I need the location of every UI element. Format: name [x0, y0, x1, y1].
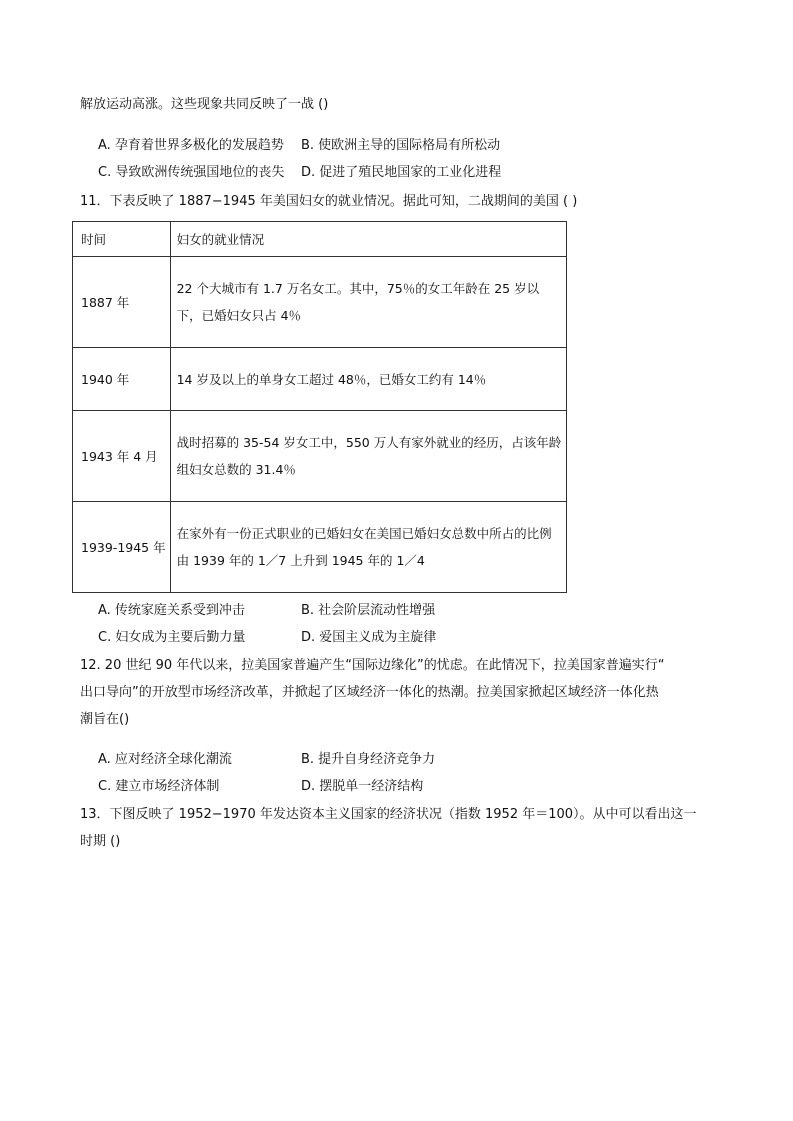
- table-cell-year: 1939-1945 年: [73, 502, 171, 593]
- table-cell-desc: 在家外有一份正式职业的已婚妇女在美国已婚妇女总数中所占的比例由 1939 年的 1／7 上升到 1945 年的 1／4: [170, 502, 566, 593]
- q13-stem-line-1: 13．下图反映了 1952−1970 年发达资本主义国家的经济状况（指数 1952 年＝100）。从中可以看出这一: [80, 807, 697, 822]
- table-row: [73, 257, 567, 348]
- q10-option-c: C. 导致欧洲传统强国地位的丧失: [98, 165, 285, 180]
- q11-option-a: A. 传统家庭关系受到冲击: [98, 603, 245, 618]
- table-row: [73, 411, 567, 502]
- table-cell-year: 1940 年: [73, 348, 171, 411]
- table-header-time: 时间: [73, 222, 171, 257]
- table-cell-desc: 22 个大城市有 1.7 万名女工。其中，75％的女工年龄在 25 岁以下，已婚妇女只占 4％: [170, 257, 566, 348]
- table-row: [73, 502, 567, 593]
- q13-stem-line-2: 时期 (): [80, 834, 121, 849]
- q10-option-d: D. 促进了殖民地国家的工业化进程: [301, 165, 502, 180]
- q11-option-c: C. 妇女成为主要后勤力量: [98, 630, 246, 645]
- employment-table: [72, 221, 567, 593]
- q12-stem-line-1: 12. 20 世纪 90 年代以来，拉美国家普遍产生“国际边缘化”的忧虑。在此情况下，拉美国家普遍实行“: [80, 658, 665, 673]
- table-cell-year: 1943 年 4 月: [73, 411, 171, 502]
- table-row: [73, 348, 567, 411]
- q11-option-b: B. 社会阶层流动性增强: [301, 603, 436, 618]
- table-cell-desc: 战时招募的 35-54 岁女工中，550 万人有家外就业的经历，占该年龄组妇女总数的 31.4％: [170, 411, 566, 502]
- q12-option-a: A. 应对经济全球化潮流: [98, 752, 232, 767]
- q10-option-a: A. 孕育着世界多极化的发展趋势: [98, 138, 284, 153]
- q12-option-c: C. 建立市场经济体制: [98, 779, 220, 794]
- q10-option-b: B. 使欧洲主导的国际格局有所松动: [301, 138, 501, 153]
- q11-stem: 11．下表反映了 1887−1945 年美国妇女的就业情况。据此可知，二战期间的美国 ( ): [80, 194, 578, 209]
- q12-stem-line-2: 出口导向”的开放型市场经济改革，并掀起了区域经济一体化的热潮。拉美国家掀起区域经济一体化热: [80, 685, 659, 700]
- q11-option-d: D. 爱国主义成为主旋律: [301, 630, 437, 645]
- q10-stem-tail: 解放运动高涨。这些现象共同反映了一战 (): [80, 97, 329, 112]
- table-header-row: [73, 222, 567, 257]
- q12-option-d: D. 摆脱单一经济结构: [301, 779, 424, 794]
- table-cell-desc: 14 岁及以上的单身女工超过 48％，已婚女工约有 14％: [170, 348, 566, 411]
- table-cell-year: 1887 年: [73, 257, 171, 348]
- table-header-desc: 妇女的就业情况: [170, 222, 566, 257]
- q12-option-b: B. 提升自身经济竞争力: [301, 752, 436, 767]
- q12-stem-line-3: 潮旨在(): [80, 712, 130, 727]
